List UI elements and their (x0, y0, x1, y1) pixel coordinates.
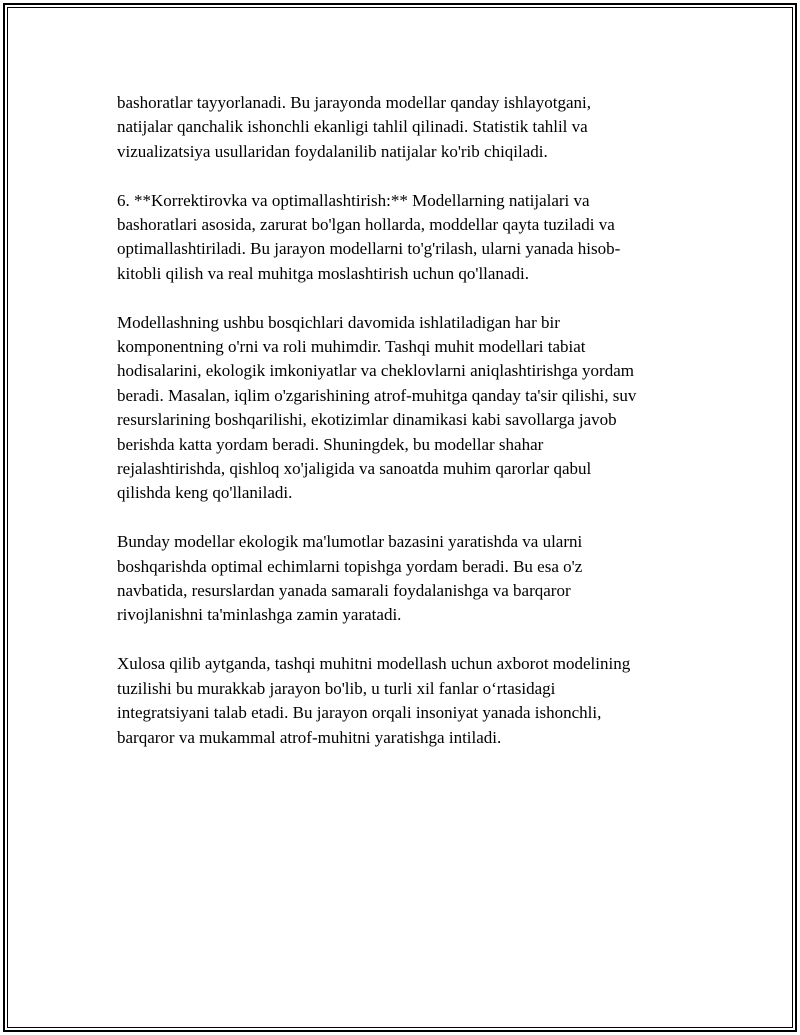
text-line: berishda katta yordam beradi. Shuningdek, bu modellar shahar (117, 434, 544, 454)
paragraph-ecological-database (117, 530, 677, 628)
text-line: Modellashning ushbu bosqichlari davomida ishlatiladigan har bir (117, 312, 560, 332)
text-line: kitobli qilish va real muhitga moslashtirish uchun qo'llanadi. (117, 263, 529, 283)
text-line: qilishda keng qo'llaniladi. (117, 483, 293, 503)
text-line: 6. **Korrektirovka va optimallashtirish:** Modellarning natijalari va (117, 190, 590, 210)
text-line: bashoratlar tayyorlanadi. Bu jarayonda modellar qanday ishlayotgani, (117, 93, 591, 112)
text-line: Bunday modellar ekologik ma'lumotlar bazasini yaratishda va ularni (117, 532, 583, 552)
text-line: natijalar qanchalik ishonchli ekanligi tahlil qilinadi. Statistik tahlil va (117, 117, 588, 137)
text-line: boshqarishda optimal echimlarni topishga yordam beradi. Bu esa o'z (117, 556, 583, 576)
text-line: rivojlanishni ta'minlashga zamin yaratadi. (117, 605, 402, 625)
text-line: barqaror va mukammal atrof-muhitni yaratishga intiladi. (117, 727, 502, 747)
text-line: vizualizatsiya usullaridan foydalanilib natijalar ko'rib chiqiladi. (117, 141, 548, 161)
paragraph-model-components (117, 311, 677, 506)
text-line: beradi. Masalan, iqlim o'zgarishining atrof-muhitga qanday ta'sir qilishi, suv (117, 385, 637, 405)
text-line: rejalashtirishda, qishloq xo'jaligida va sanoatda muhim qarorlar qabul (117, 459, 592, 479)
text-line: integratsiyani talab etadi. Bu jarayon orqali insoniyat yanada ishonchli, (117, 703, 602, 723)
text-line: navbatida, resurslardan yanada samarali foydalanishga va barqaror (117, 581, 571, 601)
paragraph-step-6-correction (117, 189, 677, 287)
paragraph-conclusion (117, 652, 677, 750)
text-line: tuzilishi bu murakkab jarayon bo'lib, u turli xil fanlar oʻrtasidagi (117, 678, 556, 698)
text-line: Xulosa qilib aytganda, tashqi muhitni modellash uchun axborot modelining (117, 654, 631, 674)
text-line: bashoratlari asosida, zarurat bo'lgan hollarda, moddellar qayta tuziladi va (117, 215, 615, 235)
text-line: resurslarining boshqarilishi, ekotizimlar dinamikasi kabi savollarga javob (117, 410, 617, 430)
paragraph-analysis-continuation (117, 91, 677, 164)
document-body (117, 91, 677, 774)
text-line: hodisalarini, ekologik imkoniyatlar va cheklovlarni aniqlashtirishga yordam (117, 361, 634, 381)
text-line: optimallashtiriladi. Bu jarayon modellarni to'g'rilash, ularni yanada hisob- (117, 239, 621, 259)
text-line: komponentning o'rni va roli muhimdir. Tashqi muhit modellari tabiat (117, 337, 586, 357)
